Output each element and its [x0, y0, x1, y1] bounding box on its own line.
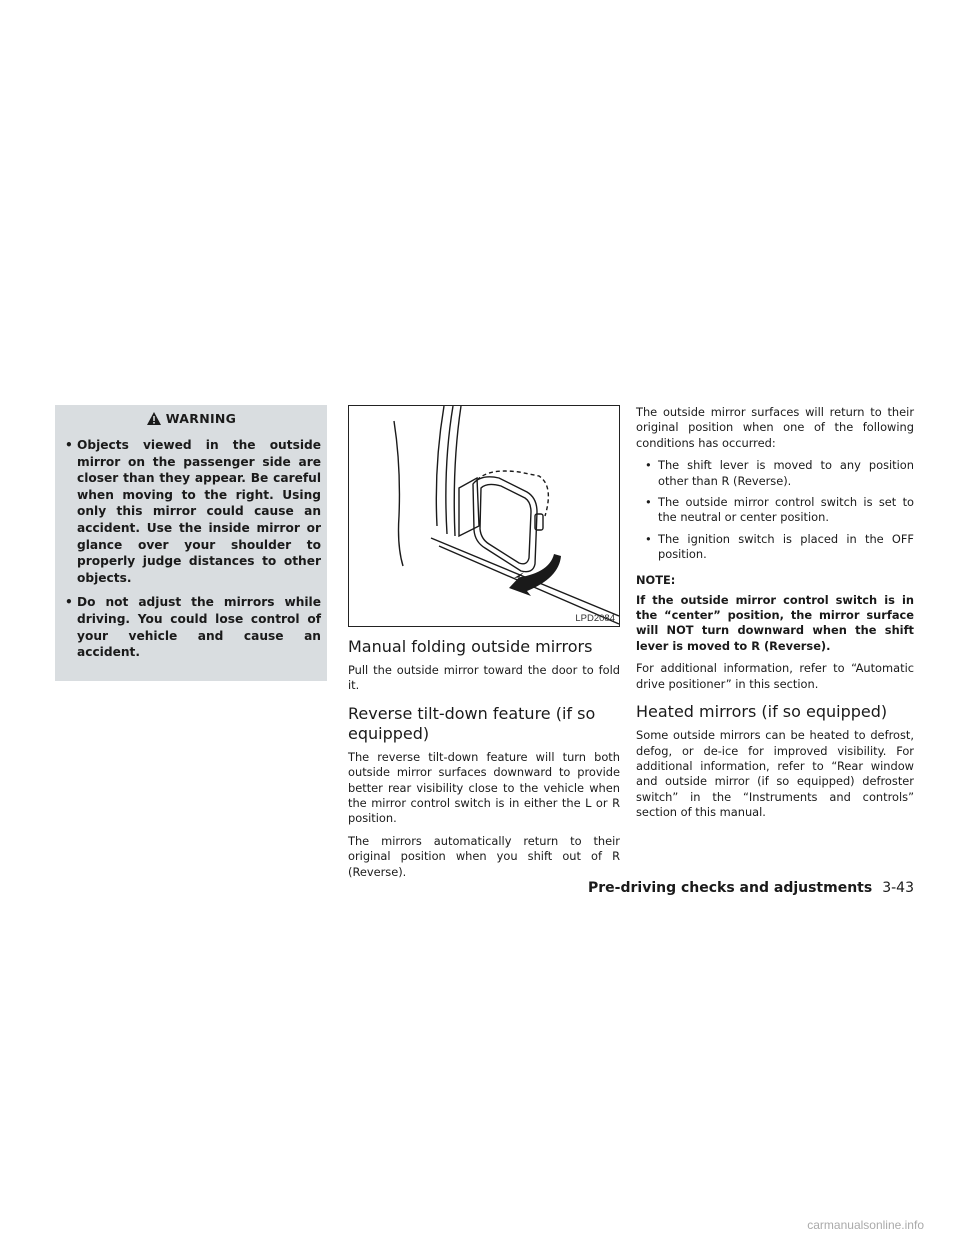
right-column	[636, 405, 914, 828]
mirror-folding-figure	[348, 405, 620, 627]
warning-item: • Objects viewed in the outside mirror on the passenger side are closer than they appear. Be careful when moving to the right. Using only this mirror could cause an accident. Use the inside mirror or glance over your shoulder to properly judge distances to other objects.	[65, 438, 321, 585]
condition-item: • The shift lever is moved to any position other than R (Reverse).	[645, 458, 914, 488]
warning-title: WARNING	[165, 410, 237, 426]
page-number: 3-43	[882, 880, 914, 896]
watermark: carmanualsonline.info	[807, 1218, 924, 1232]
condition-item: • The outside mirror control switch is set to the neutral or center position.	[645, 495, 914, 525]
warning-triangle-icon	[146, 411, 162, 426]
reverse-tilt-paragraph-1: The reverse tilt-down feature will turn both outside mirror surfaces downward to provide better rear visibility close to the vehicle when the mirror control switch is in either the L or R position.	[348, 749, 620, 826]
warning-box	[55, 405, 327, 681]
heated-mirrors-heading: Heated mirrors (if so equipped)	[636, 702, 888, 722]
warning-list	[55, 431, 327, 661]
return-conditions-list	[636, 458, 914, 562]
note-body: If the outside mirror control switch is in the “center” position, the mirror surface will NOT turn downward when the shift lever is moved to R (Reverse).	[636, 592, 914, 653]
manual-folding-heading: Manual folding outside mirrors	[348, 637, 593, 656]
reverse-tilt-heading: Reverse tilt-down feature (if so equipped)	[348, 703, 596, 743]
note-label: NOTE:	[636, 572, 676, 587]
figure-label: LPD2084	[575, 613, 615, 624]
mirror-fold-illustration	[349, 406, 619, 626]
warning-header	[55, 405, 327, 431]
condition-item: • The ignition switch is placed in the OFF position.	[645, 531, 914, 562]
additional-info: For additional information, refer to “Automatic drive positioner” in this section.	[636, 661, 914, 691]
warning-item: • Do not adjust the mirrors while driving. You could lose control of your vehicle and cause an accident.	[65, 595, 321, 660]
manual-folding-body: Pull the outside mirror toward the door to fold it.	[348, 663, 620, 693]
return-conditions-intro: The outside mirror surfaces will return to their original position when one of the following conditions has occurred:	[636, 405, 914, 450]
left-column	[55, 405, 327, 681]
reverse-tilt-paragraph-2: The mirrors automatically return to their original position when you shift out of R (Reverse).	[348, 833, 620, 879]
footer-section-title: Pre-driving checks and adjustments	[588, 880, 873, 896]
page-footer	[588, 880, 914, 896]
middle-column	[348, 405, 620, 887]
heated-mirrors-body: Some outside mirrors can be heated to defrost, defog, or de-ice for improved visibility. For additional information, refer to “Rear window and outside mirror (if so equipped) defroster switch” in the “Instruments and controls” section of this manual.	[636, 728, 914, 820]
